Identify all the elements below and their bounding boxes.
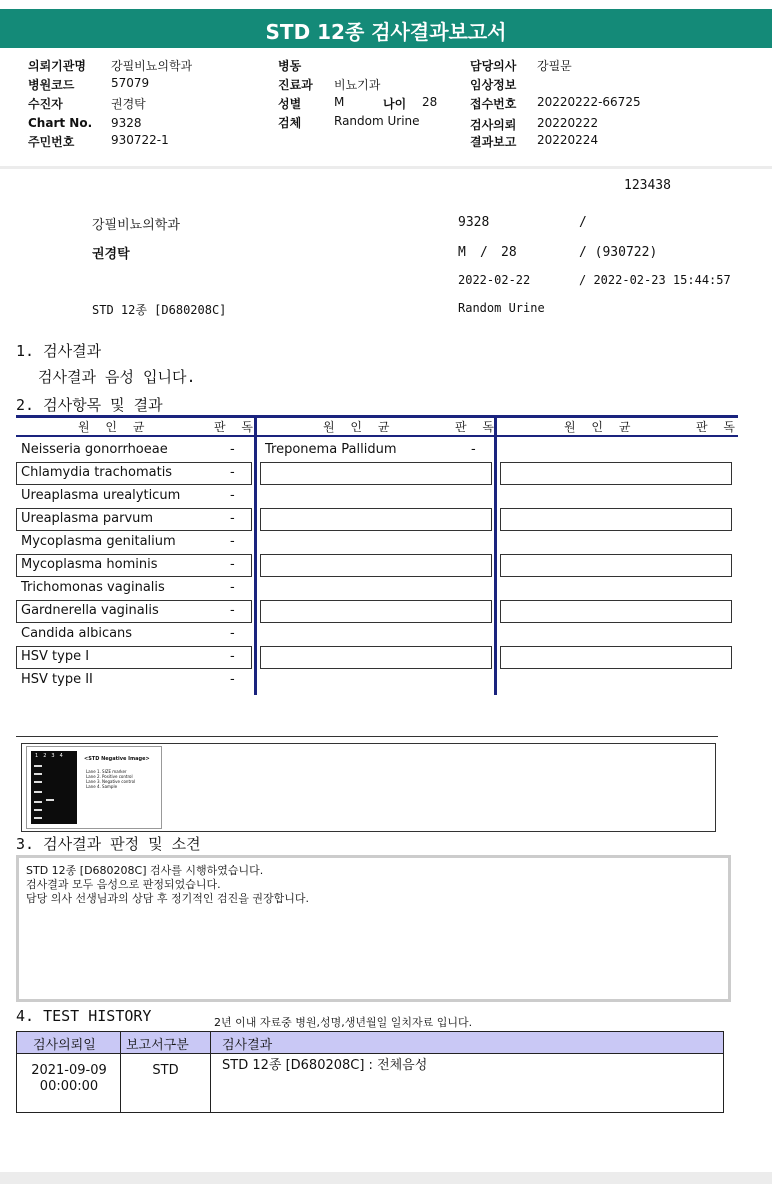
col-header-result: 판 독: [455, 420, 500, 434]
pathogen-result: -: [230, 511, 235, 526]
header-value: 강필문: [537, 59, 572, 73]
pathogen-name: Candida albicans: [21, 626, 133, 641]
patient-birth: / (930722): [579, 245, 658, 260]
section1-title: 1. 검사결과: [16, 342, 102, 360]
result-row-box: [260, 646, 492, 669]
grid-divider: [494, 415, 497, 695]
header-label: 결과보고: [470, 135, 517, 149]
pathogen-name: Trichomonas vaginalis: [21, 580, 165, 595]
header-label: 의뢰기관명: [28, 59, 86, 73]
section3-title: 3. 검사결과 판정 및 소견: [16, 835, 201, 853]
pathogen-result: -: [230, 672, 235, 687]
pathogen-result: -: [230, 603, 235, 618]
reported-datetime: / 2022-02-23 15:44:57: [579, 273, 731, 287]
header-label: 임상정보: [470, 78, 517, 92]
col-header-result: 판 독: [214, 420, 259, 434]
result-row-box: [260, 600, 492, 623]
pathogen-result: -: [230, 557, 235, 572]
header-value: Random Urine: [334, 114, 420, 128]
chart-number: 9328: [458, 215, 490, 230]
header-label: 병동: [278, 59, 302, 73]
result-row-box: [500, 646, 732, 669]
pathogen-result: -: [230, 626, 235, 641]
history-row-date: 2021-09-09: [31, 1063, 107, 1078]
patient-age: 28: [501, 245, 517, 260]
pathogen-result: -: [230, 649, 235, 664]
col-header-result: 판 독: [696, 420, 741, 434]
header-separator: [0, 166, 772, 169]
pathogen-result: -: [230, 580, 235, 595]
gel-band: [34, 809, 42, 811]
pathogen-name: Treponema Pallidum: [265, 442, 397, 457]
opinion-line: 담당 의사 선생님과의 상담 후 정기적인 검진을 권장합니다.: [26, 892, 309, 905]
pathogen-result: -: [230, 442, 235, 457]
result-row-box: [500, 462, 732, 485]
header-age-label: 나이: [383, 97, 407, 111]
patient-name: 권경탁: [92, 247, 130, 262]
pathogen-name: HSV type I: [21, 649, 90, 664]
result-row-box: [260, 554, 492, 577]
history-header-result: 검사결과: [222, 1038, 273, 1053]
section4-title: 4. TEST HISTORY: [16, 1007, 152, 1025]
header-value: 9328: [111, 116, 142, 130]
header-label: 성별: [278, 97, 302, 111]
report-title-bar: [0, 9, 772, 48]
pathogen-result: -: [471, 442, 476, 457]
result-row-box: [260, 508, 492, 531]
grid-divider: [254, 415, 257, 695]
opinion-line: 검사결과 모두 음성으로 판정되었습니다.: [26, 878, 221, 891]
result-row-box: [500, 600, 732, 623]
pathogen-result: -: [230, 534, 235, 549]
header-value: 20220222: [537, 116, 599, 130]
grid-header-rule: [16, 435, 738, 437]
test-name: STD 12종 [D680208C]: [92, 303, 227, 317]
footer-band: [0, 1172, 772, 1184]
gel-band: [34, 791, 42, 793]
gel-band: [34, 817, 42, 819]
history-header-type: 보고서구분: [126, 1038, 189, 1053]
header-label: 검체: [278, 116, 302, 130]
header-value: 20220222-66725: [537, 95, 641, 109]
header-age-value: 28: [422, 95, 438, 109]
pathogen-name: Neisseria gonorrhoeae: [21, 442, 168, 457]
gel-caption-title: <STD Negative Image>: [84, 756, 150, 762]
history-header-date: 검사의뢰일: [33, 1038, 96, 1053]
header-label: 수진자: [28, 97, 63, 111]
slash-separator: /: [480, 245, 488, 260]
received-date: 2022-02-22: [458, 273, 531, 287]
pathogen-name: Chlamydia trachomatis: [21, 465, 173, 480]
section2-title: 2. 검사항목 및 결과: [16, 396, 163, 414]
header-label: Chart No.: [28, 116, 93, 130]
result-row-box: [500, 508, 732, 531]
result-row-box: [260, 462, 492, 485]
history-row-result: STD 12종 [D680208C] : 전체음성: [222, 1058, 428, 1073]
patient-sex: M: [458, 245, 466, 260]
slash-separator: /: [579, 215, 587, 230]
header-value: 57079: [111, 76, 150, 90]
gel-image: [26, 746, 162, 829]
gel-band: [34, 781, 42, 783]
gel-legend: Lane 1. SIZE marker Lane 2. Positive control Lane 3. Negative control Lane 4. Sample: [86, 769, 136, 789]
result-row-box: [500, 554, 732, 577]
pathogen-name: Mycoplasma hominis: [21, 557, 158, 572]
history-row-type: STD: [152, 1063, 179, 1078]
specimen: Random Urine: [458, 301, 545, 315]
pathogen-name: Ureaplasma urealyticum: [21, 488, 181, 503]
pathogen-result: -: [230, 465, 235, 480]
header-label: 진료과: [278, 78, 313, 92]
col-header-name: 원 인 균: [78, 420, 151, 434]
gel-band: [34, 801, 42, 803]
opinion-line: STD 12종 [D680208C] 검사를 시행하였습니다.: [26, 864, 264, 877]
history-col-divider: [210, 1032, 211, 1112]
gel-band: [34, 773, 42, 775]
gel-band: [46, 799, 54, 801]
col-header-name: 원 인 균: [323, 420, 396, 434]
gel-photo: [31, 751, 77, 824]
header-value: 강필비뇨의학과: [111, 59, 193, 73]
history-note: 2년 이내 자료중 병원,성명,생년월일 일치자료 입니다.: [214, 1016, 473, 1029]
pathogen-result: -: [230, 488, 235, 503]
history-row-time: 00:00:00: [39, 1079, 99, 1094]
opinion-box: [16, 855, 731, 1002]
header-label: 병원코드: [28, 78, 75, 92]
pathogen-name: Ureaplasma parvum: [21, 511, 154, 526]
header-value: M: [334, 95, 345, 109]
pathogen-name: Gardnerella vaginalis: [21, 603, 159, 618]
header-value: 비뇨기과: [334, 78, 381, 92]
panel-rule: [16, 736, 718, 737]
pathogen-name: HSV type II: [21, 672, 93, 687]
header-value: 930722-1: [111, 133, 169, 147]
history-table: [16, 1031, 724, 1113]
report-title: STD 12종 검사결과보고서: [265, 20, 507, 44]
pathogen-name: Mycoplasma genitalium: [21, 534, 176, 549]
header-value: 권경탁: [111, 97, 146, 111]
gel-lane-numbers: 1234: [35, 753, 68, 759]
header-label: 검사의뢰: [470, 118, 517, 132]
header-label: 접수번호: [470, 97, 517, 111]
clinic-name: 강필비뇨의학과: [92, 218, 180, 233]
history-header-row: [17, 1032, 723, 1054]
header-label: 담당의사: [470, 59, 517, 73]
gel-band: [34, 765, 42, 767]
header-label: 주민번호: [28, 135, 75, 149]
report-code: 123438: [624, 178, 671, 193]
header-value: 20220224: [537, 133, 599, 147]
col-header-name: 원 인 균: [564, 420, 637, 434]
section1-text: 검사결과 음성 입니다.: [38, 368, 196, 386]
